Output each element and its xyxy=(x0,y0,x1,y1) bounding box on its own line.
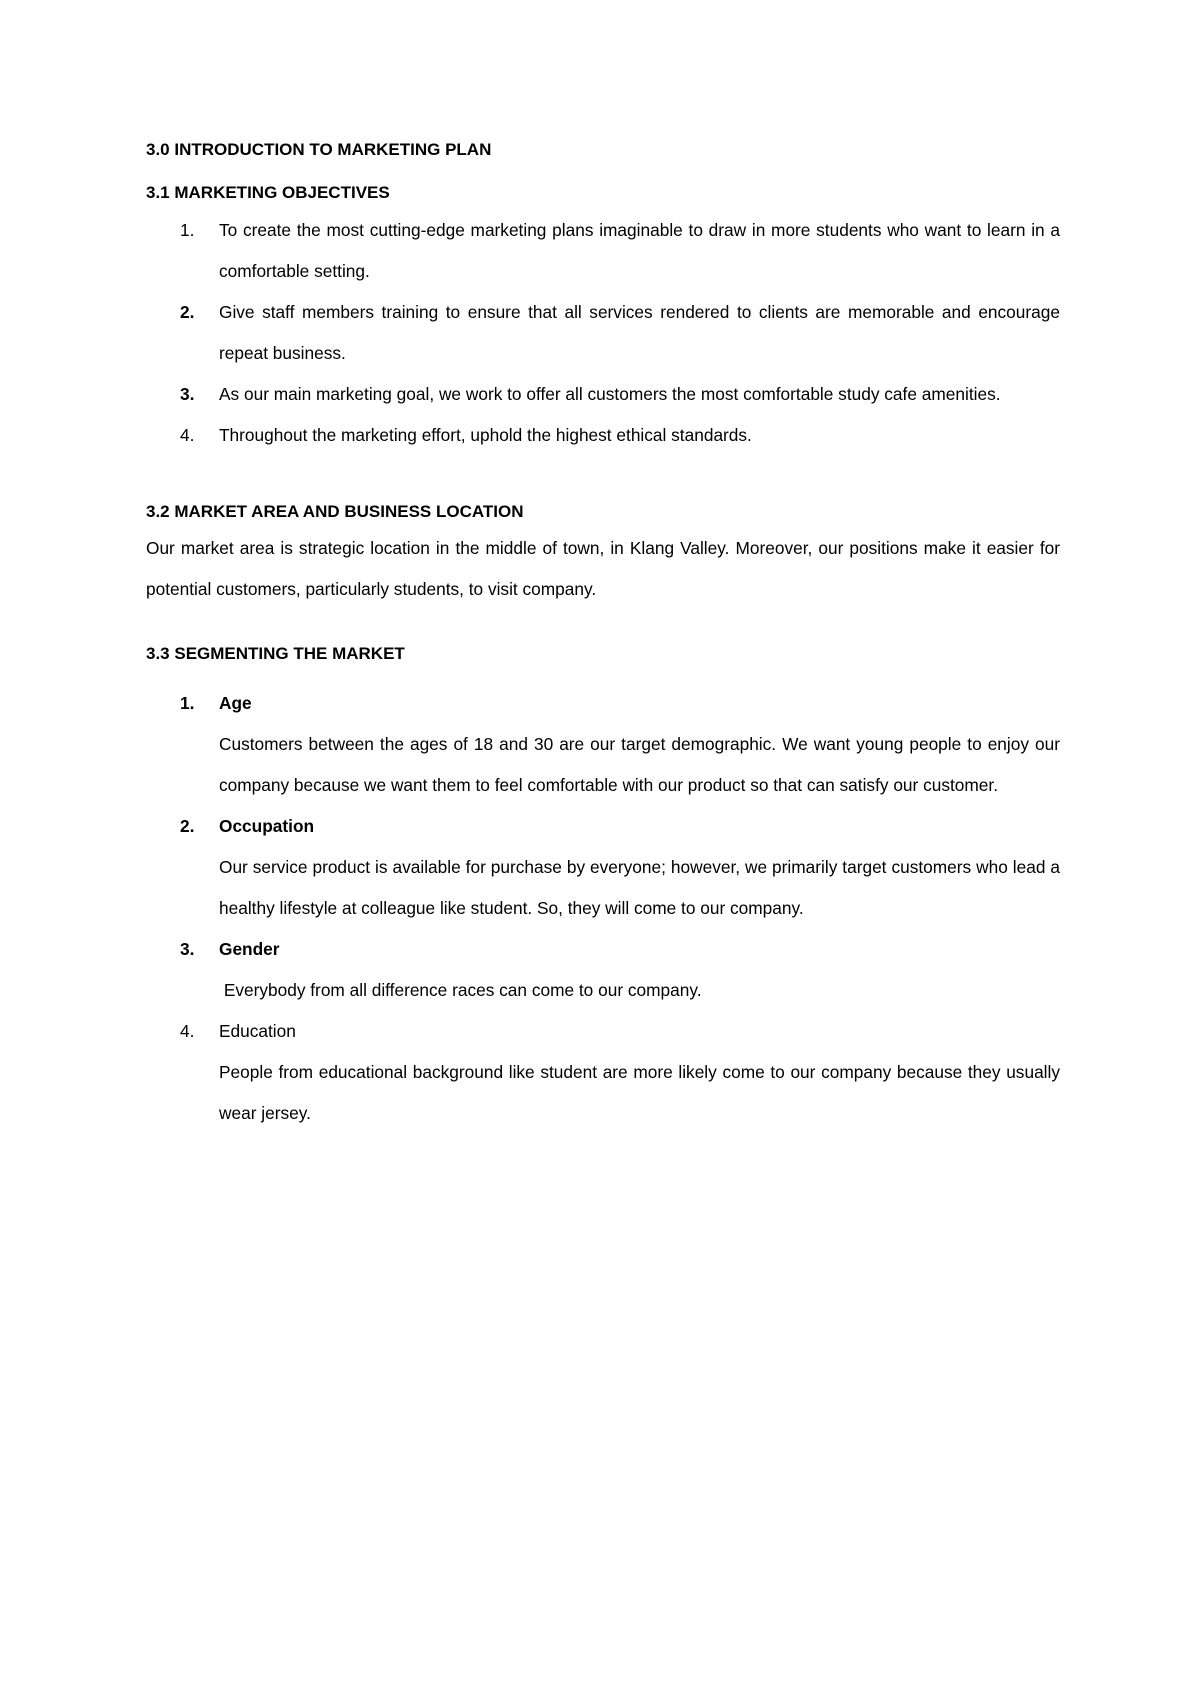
list-item-text: Our service product is available for purchase by everyone; however, we primarily target customers who lead a healthy lifestyle at colleague like student. So, they will come to our company. xyxy=(219,857,1060,918)
marketing-objectives-list xyxy=(146,210,1060,456)
list-number: 3. xyxy=(180,939,195,959)
list-item-text: Throughout the marketing effort, uphold the highest ethical standards. xyxy=(219,425,752,445)
list-item-text: Customers between the ages of 18 and 30 are our target demographic. We want young people to enjoy our company because we want them to feel comfortable with our product so that can satisfy our customer. xyxy=(219,734,1060,795)
paragraph-text: Our market area is strategic location in the middle of town, in Klang Valley. Moreover, our positions make it easier for potential customers, particularly students, to visit company. xyxy=(146,538,1060,599)
section-heading-marketing-objectives: 3.1 MARKETING OBJECTIVES xyxy=(146,183,390,202)
list-item-title: Occupation xyxy=(219,816,315,836)
list-item xyxy=(146,210,1060,292)
list-item xyxy=(146,1011,1060,1134)
list-item xyxy=(146,292,1060,374)
list-number: 4. xyxy=(180,425,195,445)
list-item xyxy=(146,929,1060,1011)
market-area-paragraph xyxy=(146,528,1060,610)
list-number: 1. xyxy=(180,693,195,713)
section-heading-segmenting: 3.3 SEGMENTING THE MARKET xyxy=(146,644,405,663)
list-item xyxy=(146,806,1060,929)
list-item-text: Everybody from all difference races can come to our company. xyxy=(219,980,702,1000)
list-number: 4. xyxy=(180,1021,195,1041)
list-item-text: Give staff members training to ensure that all services rendered to clients are memorable and encourage repeat business. xyxy=(219,302,1060,363)
list-number: 3. xyxy=(180,384,195,404)
list-item xyxy=(146,374,1060,415)
list-item xyxy=(146,683,1060,806)
list-item-text: To create the most cutting-edge marketing plans imaginable to draw in more students who want to learn in a comfortable setting. xyxy=(219,220,1060,281)
list-number: 2. xyxy=(180,302,195,322)
section-heading-market-area: 3.2 MARKET AREA AND BUSINESS LOCATION xyxy=(146,502,524,521)
list-item-title: Gender xyxy=(219,939,280,959)
list-item xyxy=(146,415,1060,456)
list-item-text: As our main marketing goal, we work to offer all customers the most comfortable study cafe amenities. xyxy=(219,384,1001,404)
list-number: 2. xyxy=(180,816,195,836)
segmenting-list xyxy=(146,683,1060,1134)
section-heading-introduction: 3.0 INTRODUCTION TO MARKETING PLAN xyxy=(146,140,492,159)
list-number: 1. xyxy=(180,220,195,240)
list-item-title: Education xyxy=(219,1021,296,1041)
list-item-text: People from educational background like student are more likely come to our company because they usually wear jersey. xyxy=(219,1062,1060,1123)
list-item-title: Age xyxy=(219,693,252,713)
